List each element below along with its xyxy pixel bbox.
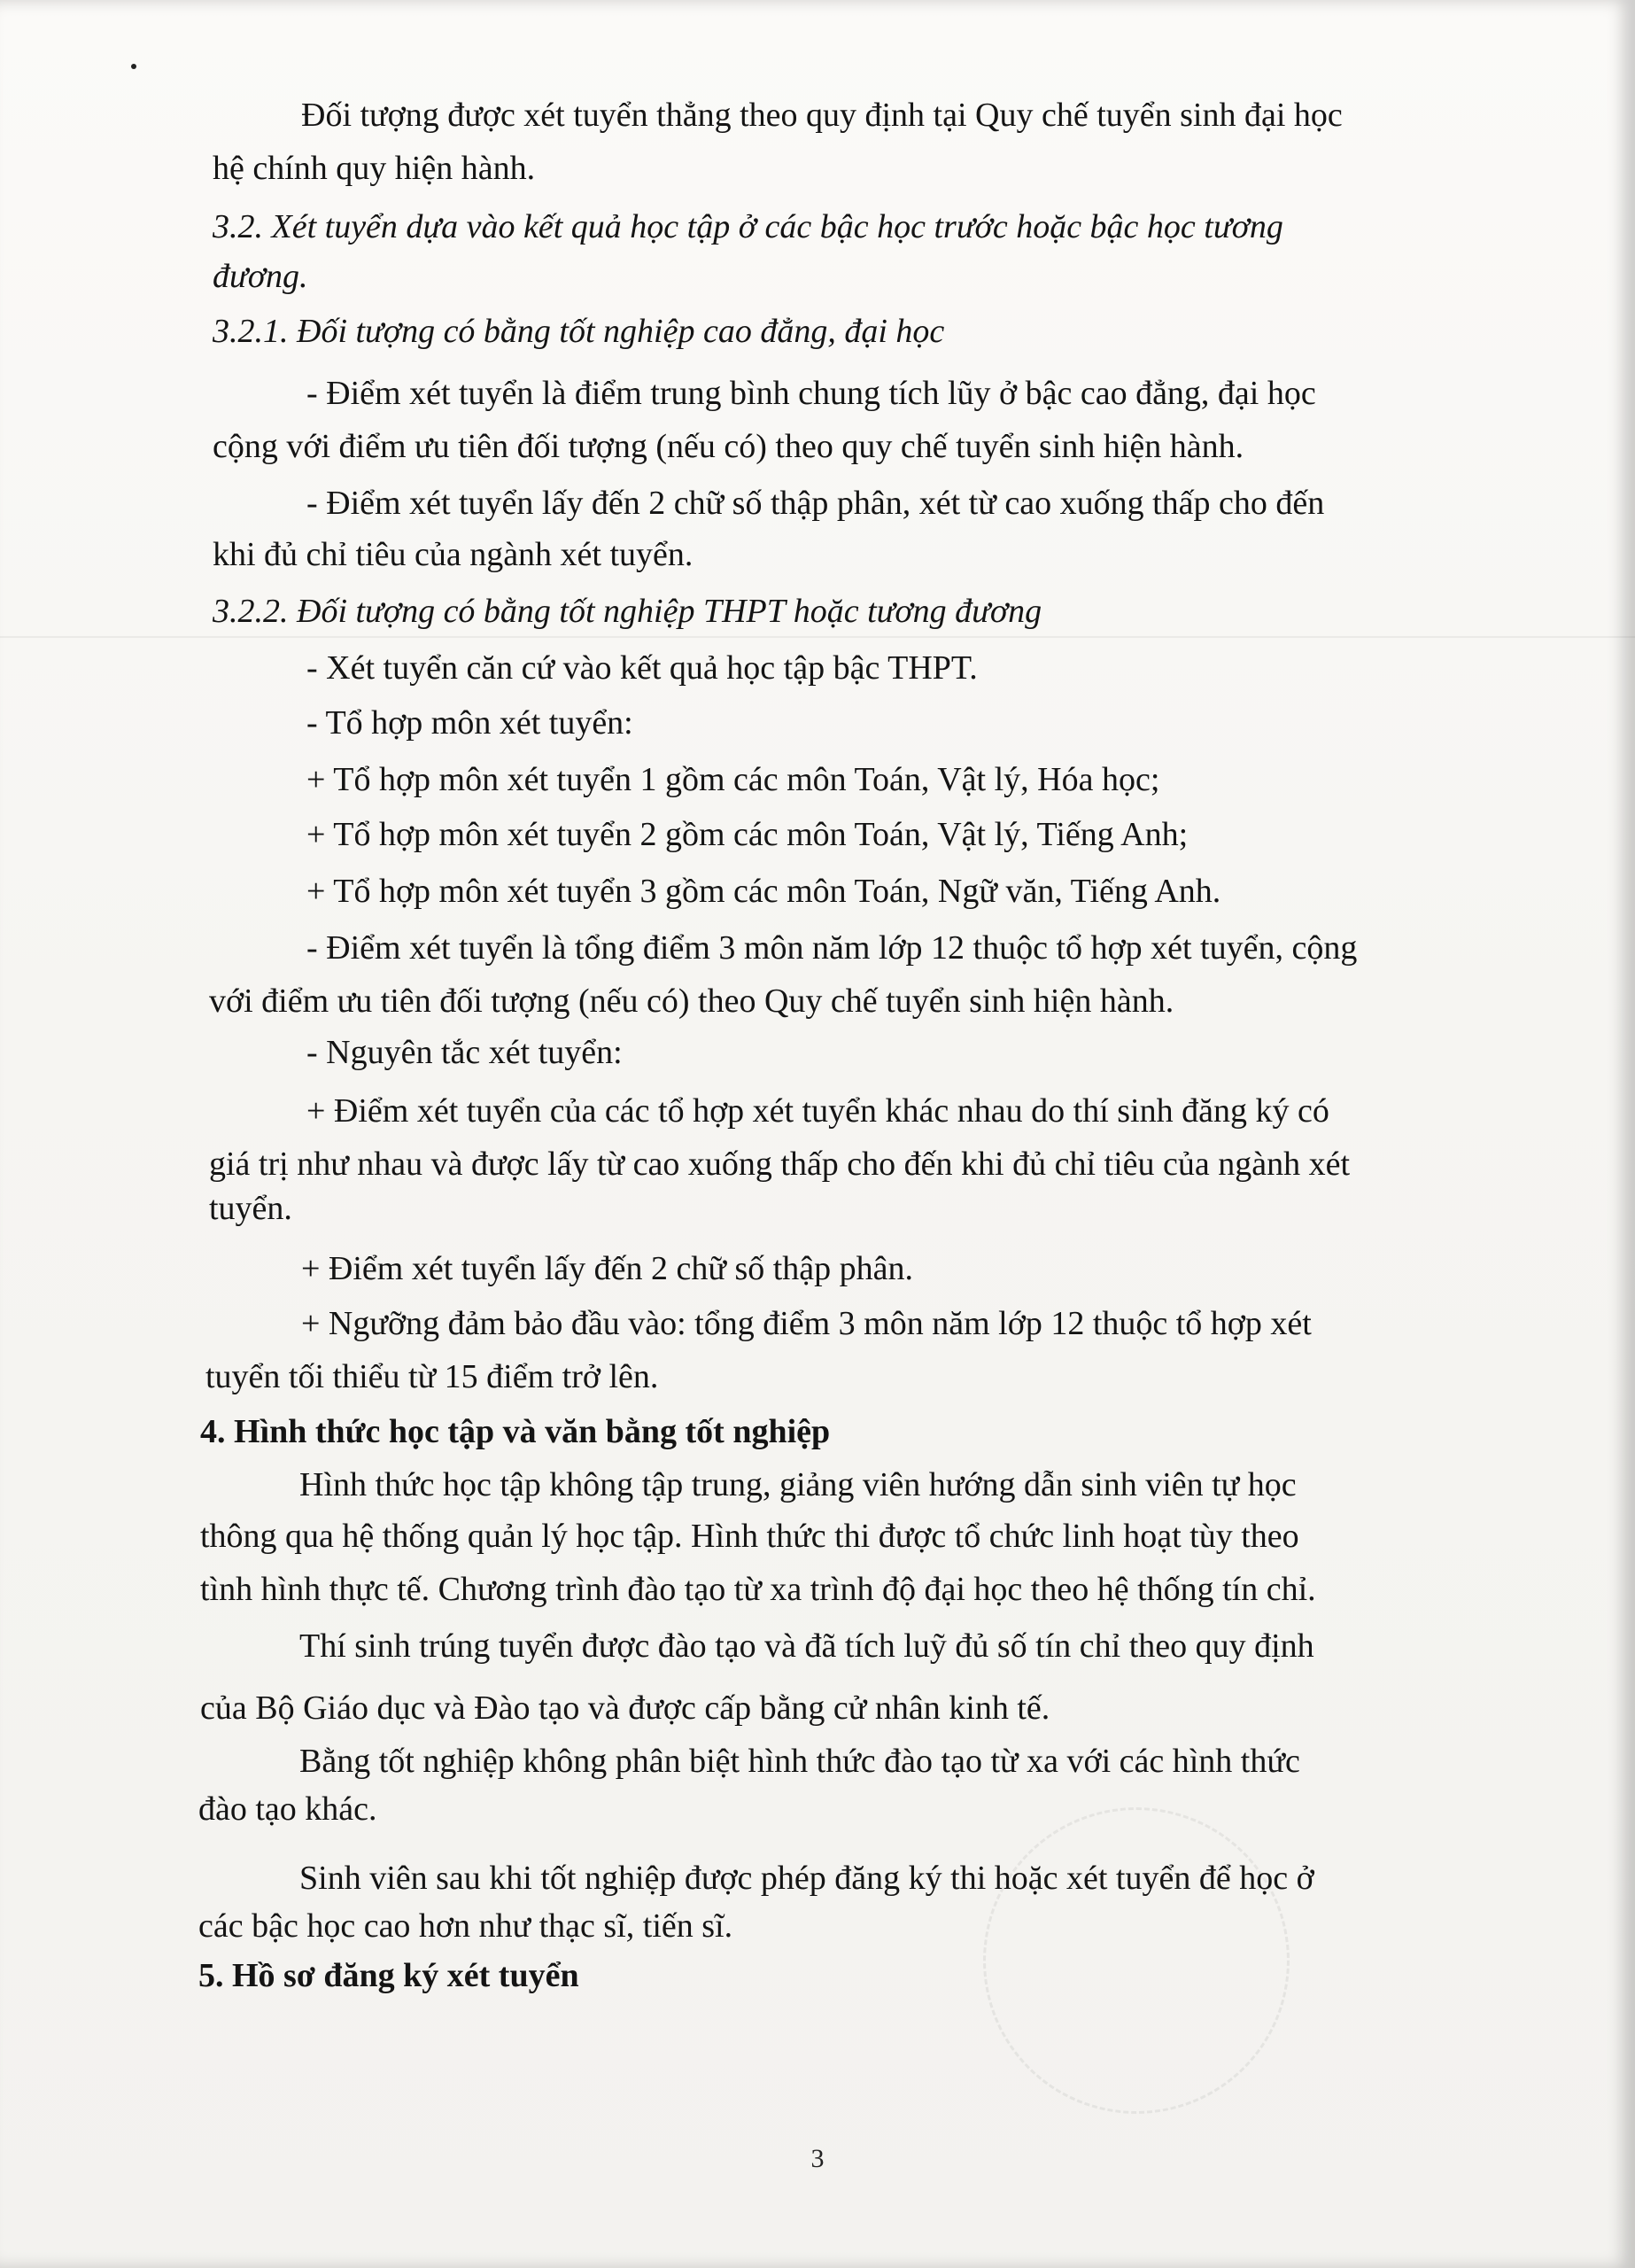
section-heading-3-2: 3.2. Xét tuyển dựa vào kết quả học tập ở các bậc học trước hoặc bậc học tương (213, 208, 1283, 245)
text-line: - Điểm xét tuyển là tổng điểm 3 môn năm lớp 12 thuộc tổ hợp xét tuyển, cộng (306, 929, 1358, 967)
text-line: của Bộ Giáo dục và Đào tạo và được cấp bằng cử nhân kinh tế. (200, 1689, 1050, 1727)
text-line: với điểm ưu tiên đối tượng (nếu có) theo Quy chế tuyển sinh hiện hành. (209, 983, 1174, 1020)
text-line: giá trị như nhau và được lấy từ cao xuống thấp cho đến khi đủ chỉ tiêu của ngành xét (209, 1146, 1351, 1183)
text-line: + Điểm xét tuyển của các tổ hợp xét tuyển khác nhau do thí sinh đăng ký có (306, 1092, 1329, 1130)
text-line: Bằng tốt nghiệp không phân biệt hình thức đào tạo từ xa với các hình thức (299, 1743, 1300, 1780)
text-line: Thí sinh trúng tuyển được đào tạo và đã tích luỹ đủ số tín chỉ theo quy định (299, 1627, 1314, 1665)
text-line: - Điểm xét tuyển lấy đến 2 chữ số thập phân, xét từ cao xuống thấp cho đến (306, 485, 1325, 522)
text-line: tuyển. (209, 1190, 292, 1227)
text-line: + Tổ hợp môn xét tuyển 3 gồm các môn Toán, Ngữ văn, Tiếng Anh. (306, 873, 1221, 910)
text-line: tình hình thực tế. Chương trình đào tạo từ xa trình độ đại học theo hệ thống tín chỉ. (200, 1571, 1316, 1608)
text-line: + Tổ hợp môn xét tuyển 2 gồm các môn Toán, Vật lý, Tiếng Anh; (306, 816, 1189, 853)
text-line: thông qua hệ thống quản lý học tập. Hình thức thi được tổ chức linh hoạt tùy theo (200, 1518, 1299, 1555)
faint-stamp-bleed (983, 1807, 1290, 2114)
text-line: Hình thức học tập không tập trung, giảng viên hướng dẫn sinh viên tự học (299, 1466, 1297, 1503)
section-heading-3-2-2: 3.2.2. Đối tượng có bằng tốt nghiệp THPT hoặc tương đương (213, 593, 1042, 630)
text-line: khi đủ chỉ tiêu của ngành xét tuyển. (213, 536, 694, 573)
section-heading-4: 4. Hình thức học tập và văn bằng tốt nghiệp (200, 1413, 831, 1450)
text-line: cộng với điểm ưu tiên đối tượng (nếu có) theo quy chế tuyển sinh hiện hành. (213, 428, 1244, 465)
text-line: Đối tượng được xét tuyển thẳng theo quy định tại Quy chế tuyển sinh đại học (301, 97, 1343, 134)
section-heading-3-2-1: 3.2.1. Đối tượng có bằng tốt nghiệp cao đẳng, đại học (213, 313, 945, 350)
paper-speck (131, 64, 136, 69)
text-line: tuyển tối thiểu từ 15 điểm trở lên. (205, 1358, 659, 1395)
text-line: - Điểm xét tuyển là điểm trung bình chung tích lũy ở bậc cao đẳng, đại học (306, 375, 1316, 412)
text-line: - Nguyên tắc xét tuyển: (306, 1034, 623, 1071)
text-line: + Điểm xét tuyển lấy đến 2 chữ số thập phân. (301, 1250, 914, 1287)
text-line: các bậc học cao hơn như thạc sĩ, tiến sĩ. (198, 1907, 733, 1945)
page-number: 3 (810, 2144, 825, 2173)
section-heading-5: 5. Hồ sơ đăng ký xét tuyển (198, 1957, 579, 1994)
text-line: + Tổ hợp môn xét tuyển 1 gồm các môn Toán, Vật lý, Hóa học; (306, 761, 1160, 798)
text-line: - Xét tuyển căn cứ vào kết quả học tập bậc THPT. (306, 649, 978, 687)
text-line: đương. (213, 258, 308, 295)
text-line: + Ngưỡng đảm bảo đầu vào: tổng điểm 3 môn năm lớp 12 thuộc tổ hợp xét (301, 1305, 1312, 1342)
text-line: đào tạo khác. (198, 1790, 377, 1828)
text-line: Sinh viên sau khi tốt nghiệp được phép đăng ký thi hoặc xét tuyển để học ở (299, 1860, 1314, 1897)
text-line: hệ chính quy hiện hành. (213, 150, 536, 187)
paper-fold (0, 636, 1635, 638)
text-line: - Tổ hợp môn xét tuyển: (306, 704, 633, 742)
